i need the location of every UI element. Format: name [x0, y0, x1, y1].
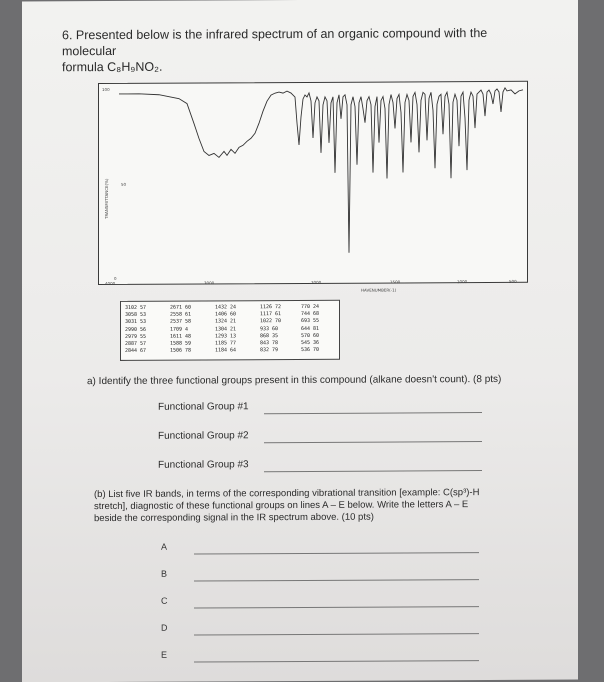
- y-tick-bottom: 0: [114, 275, 117, 281]
- peak-entry: 1709 4: [170, 326, 189, 333]
- peak-entry: 644 81: [301, 325, 320, 332]
- ir-spectrum-plot: [99, 82, 527, 293]
- peak-entry: 1324 21: [215, 318, 237, 325]
- question-title-line1: 6. Presented below is the infrared spectrum of an organic compound with the molecular: [62, 26, 488, 59]
- peak-entry: 2990 56: [125, 326, 147, 333]
- peak-entry: 3102 57: [125, 304, 147, 311]
- peak-entry: 2558 61: [170, 311, 192, 318]
- peak-entry: 545 36: [301, 339, 320, 347]
- peak-entry: 1126 72: [260, 304, 282, 311]
- peak-entry: 770 24: [301, 303, 320, 310]
- letter-d: D: [161, 622, 168, 633]
- y-axis-label: TRANSMITTANCE(%): [104, 178, 109, 220]
- peak-table: [120, 300, 340, 361]
- functional-group-3-answer-line[interactable]: [264, 470, 482, 472]
- answer-line-e[interactable]: [194, 660, 479, 662]
- x-tick-1000: 1000: [457, 279, 468, 285]
- peak-entry: 3058 53: [125, 312, 147, 319]
- y-tick-mid: 50: [121, 181, 127, 187]
- part-b-prompt: [94, 487, 534, 525]
- peak-entry: 1185 77: [215, 340, 237, 347]
- functional-group-3-label: Functional Group #3: [158, 459, 249, 471]
- answer-line-d[interactable]: [194, 633, 479, 635]
- peak-col-3: [215, 304, 236, 355]
- peak-entry: 693 55: [301, 318, 320, 325]
- peak-entry: 1293 13: [215, 333, 237, 340]
- part-b-prompt-line2: stretch], diagnostic of these functional groups on lines A – E below. Write the letters A – E: [94, 499, 469, 513]
- part-b-prompt-line1: (b) List five IR bands, in terms of the corresponding vibrational transition [example: C(sp³)-H: [94, 487, 480, 501]
- x-tick-1500: 1500: [390, 279, 401, 285]
- part-b-prompt-line3: beside the corresponding signal in the IR spectrum above. (10 pts): [94, 511, 374, 525]
- peak-col-4: [260, 304, 281, 355]
- x-tick-4000: 4000: [105, 280, 116, 287]
- answer-line-b[interactable]: [194, 579, 479, 581]
- peak-entry: 1184 64: [215, 347, 237, 354]
- peak-col-5: [301, 304, 319, 355]
- peak-entry: 1506 78: [170, 347, 192, 354]
- worksheet-page: [22, 0, 578, 682]
- x-tick-labels: [105, 279, 517, 286]
- part-a-prompt: a) Identify the three functional groups present in this compound (alkane doesn't count). (8 pts): [87, 373, 502, 388]
- x-tick-500: 500: [509, 278, 517, 284]
- peak-entry: 2671 60: [170, 304, 192, 311]
- x-tick-3000: 3000: [204, 280, 215, 286]
- letter-a: A: [161, 541, 168, 552]
- peak-entry: 1406 60: [215, 311, 237, 318]
- peak-entry: 1611 48: [170, 333, 192, 340]
- functional-group-1-label: Functional Group #1: [158, 401, 249, 413]
- x-axis-label: HAVENUMBER(-1): [361, 287, 397, 293]
- y-tick-top: 100: [102, 86, 110, 93]
- peak-entry: 2979 55: [125, 333, 147, 340]
- peak-entry: 2887 57: [125, 340, 147, 347]
- peak-entry: 933 60: [260, 325, 279, 332]
- answer-line-a[interactable]: [194, 552, 479, 554]
- functional-group-2-label: Functional Group #2: [158, 430, 249, 442]
- x-tick-2000: 2000: [311, 279, 322, 285]
- functional-group-1-answer-line[interactable]: [264, 412, 482, 414]
- peak-entry: 2844 67: [125, 348, 147, 355]
- peak-entry: 536 70: [301, 347, 320, 354]
- peak-entry: 3031 53: [125, 319, 147, 326]
- letter-c: C: [161, 595, 168, 606]
- peak-entry: 1304 21: [215, 325, 237, 333]
- peak-entry: 2537 58: [170, 318, 192, 326]
- peak-entry: 843 78: [260, 340, 279, 347]
- peak-entry: 1022 70: [260, 318, 282, 325]
- answer-line-c[interactable]: [194, 606, 479, 608]
- question-title: [62, 25, 542, 76]
- peak-entry: 744 68: [301, 311, 320, 318]
- peak-entry: 1588 59: [170, 340, 192, 347]
- functional-group-2-answer-line[interactable]: [264, 441, 482, 443]
- spectrum-trace: [119, 88, 523, 254]
- peak-entry: 570 60: [301, 332, 320, 339]
- question-title-line2: formula C₈H₉NO₂.: [62, 59, 163, 75]
- peak-entry: 1432 24: [215, 304, 237, 311]
- peak-entry: 868 35: [260, 332, 279, 340]
- peak-col-1: [125, 305, 146, 356]
- letter-e: E: [161, 649, 168, 660]
- peak-entry: 832 79: [260, 347, 279, 354]
- peak-col-2: [170, 305, 191, 356]
- letter-b: B: [161, 568, 168, 579]
- ir-spectrum: [98, 81, 528, 293]
- peak-entry: 1117 61: [260, 311, 282, 318]
